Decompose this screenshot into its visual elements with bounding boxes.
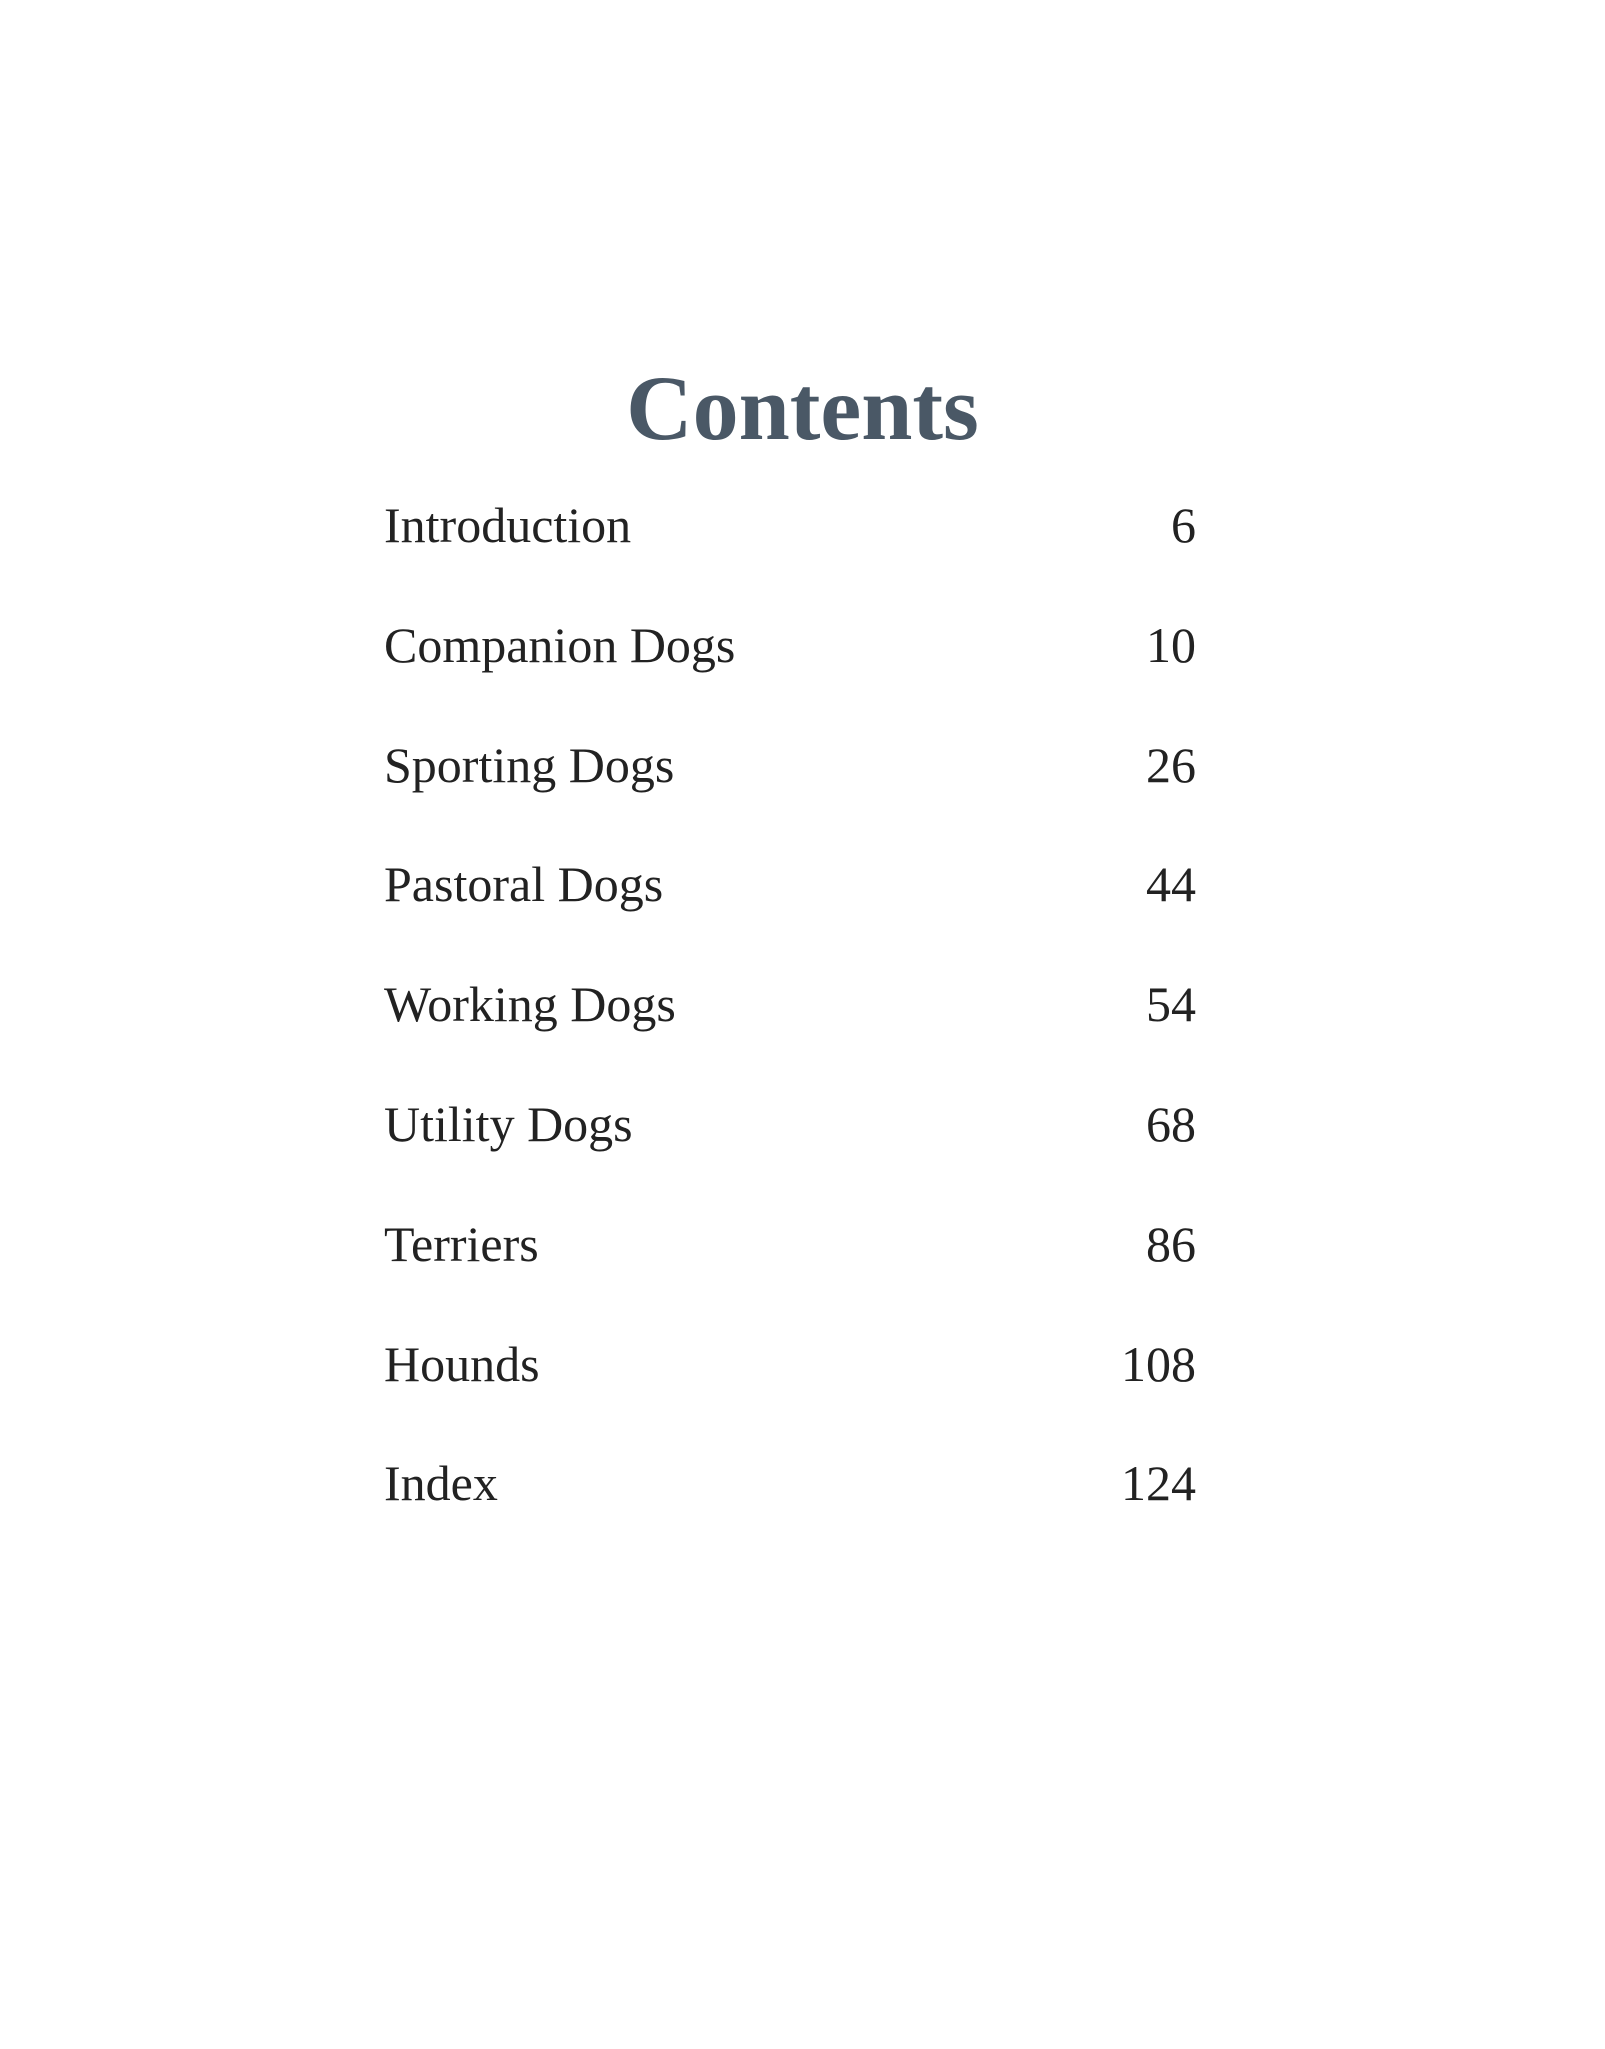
toc-entry-page: 10 <box>1146 616 1196 673</box>
toc-entry-label: Sporting Dogs <box>384 736 675 793</box>
toc-entry <box>384 616 1196 740</box>
toc-entry-page: 68 <box>1146 1095 1196 1152</box>
toc-entry <box>384 1455 1196 1578</box>
toc-entry-page: 108 <box>1121 1335 1196 1392</box>
toc-entry <box>384 976 1196 1099</box>
toc-entry <box>384 1095 1196 1219</box>
toc-entry-label: Hounds <box>384 1335 540 1392</box>
page-title: Contents <box>626 356 979 459</box>
toc-entry-label: Terriers <box>384 1215 539 1272</box>
toc-entry-page: 124 <box>1121 1455 1196 1512</box>
toc-entry-label: Index <box>384 1455 498 1512</box>
toc-entry-page: 86 <box>1146 1215 1196 1272</box>
toc-entry-label: Pastoral Dogs <box>384 856 664 913</box>
toc-entry-page: 54 <box>1146 976 1196 1033</box>
toc-entry-label: Utility Dogs <box>384 1095 633 1152</box>
toc-entry-page: 6 <box>1171 497 1196 553</box>
toc-entry-label: Introduction <box>384 497 632 553</box>
toc-entry-label: Companion Dogs <box>384 616 736 673</box>
toc-entry <box>384 497 1196 620</box>
toc-entry <box>384 856 1196 979</box>
toc-entry-label: Working Dogs <box>384 976 676 1033</box>
table-of-contents <box>384 497 1196 1578</box>
toc-entry-page: 44 <box>1146 856 1196 913</box>
toc-entry-page: 26 <box>1146 736 1196 793</box>
toc-entry <box>384 1335 1196 1459</box>
toc-entry <box>384 1215 1196 1339</box>
toc-entry <box>384 736 1196 860</box>
